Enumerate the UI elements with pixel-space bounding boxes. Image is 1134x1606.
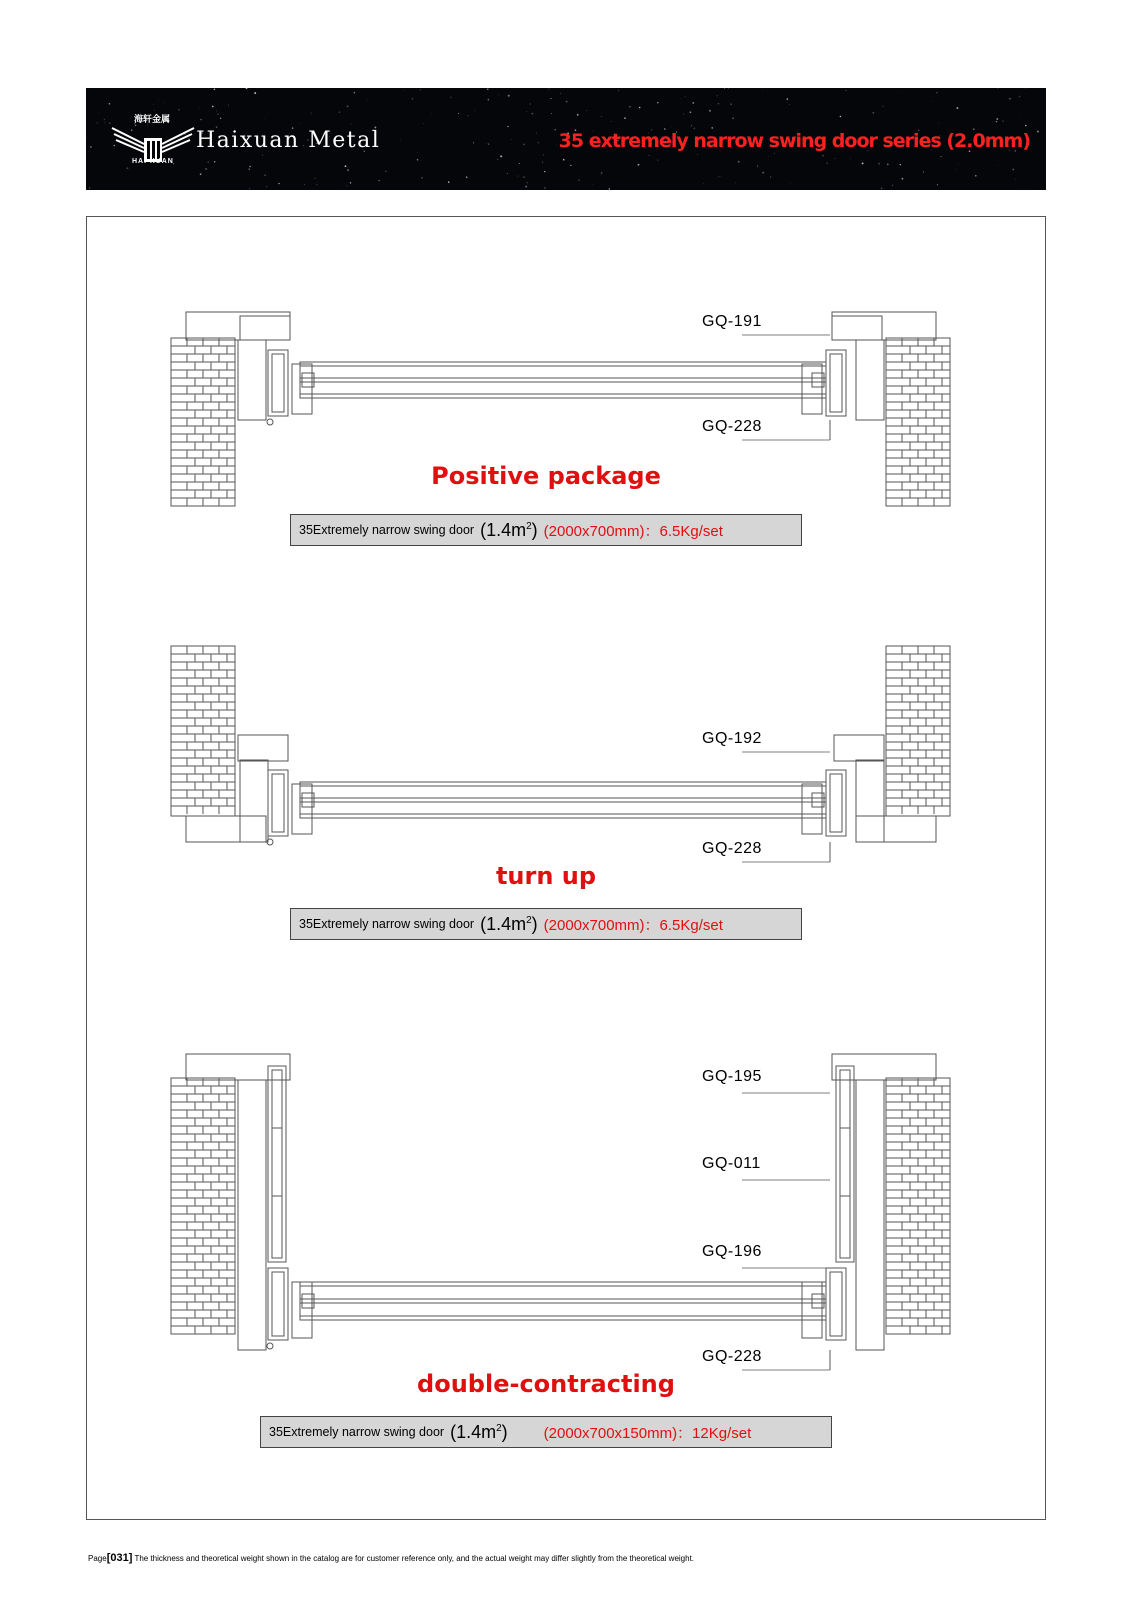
page-prefix: Page	[88, 1554, 107, 1563]
spec-box	[290, 514, 802, 546]
glass-panel	[300, 1282, 826, 1320]
door-frame-profile-inner	[272, 774, 284, 832]
spec-area: $(1.4m^2)$	[480, 519, 538, 540]
side-leaf-left	[268, 1066, 286, 1262]
door-frame-profile-inner	[830, 774, 842, 832]
frame-top-right	[832, 1054, 936, 1080]
profile-label: GQ-228	[702, 418, 762, 435]
frame-bottom-left	[186, 816, 266, 842]
series-title: 35 extremely narrow swing door series (2.0mm)	[558, 130, 1030, 152]
profile-label: GQ-228	[702, 840, 762, 857]
frame-top-right	[834, 735, 884, 761]
logo-chinese-text: 海轩金属	[134, 115, 171, 125]
spec-box	[260, 1416, 832, 1448]
door-frame-profile	[826, 1268, 846, 1340]
sash-profile	[292, 784, 312, 834]
hinge-pivot	[267, 419, 273, 425]
profile-label: GQ-196	[702, 1243, 762, 1260]
frame-top-left-inner	[240, 316, 290, 340]
frame-jamb-right	[856, 340, 884, 420]
sash-profile	[802, 364, 822, 414]
disclaimer-text: The thickness and theoretical weight shown in the catalog are for customer reference only, and the actual weight may differ slightly from the theoretical weight.	[134, 1554, 695, 1563]
door-frame-profile	[268, 770, 288, 836]
frame-top-left	[186, 1054, 290, 1080]
side-leaf-left-inner	[272, 1070, 282, 1258]
profile-label: GQ-192	[702, 730, 762, 747]
spec-area: $(1.4m^2)$	[480, 913, 538, 934]
spec-dimensions-weight: (2000x700mm)：6.5Kg/set	[543, 522, 723, 540]
hinge-pivot	[267, 1343, 273, 1349]
side-leaf-right	[836, 1066, 854, 1262]
section-title-double-contracting: double-contracting	[417, 1370, 675, 1398]
door-frame-profile	[268, 350, 288, 416]
spec-box	[290, 908, 802, 940]
side-leaf-right-inner	[840, 1070, 850, 1258]
frame-jamb-left	[238, 340, 266, 420]
spec-name: 35Extremely narrow swing door	[299, 523, 475, 537]
sash-profile	[802, 1282, 822, 1338]
logo-english-text: HAI XUAN	[132, 158, 174, 165]
sash-profile	[292, 364, 312, 414]
profile-label: GQ-191	[702, 313, 762, 330]
profile-label: GQ-011	[702, 1155, 761, 1172]
glass-panel	[300, 362, 826, 398]
door-frame-profile-inner	[830, 354, 842, 412]
sash-profile	[292, 1282, 312, 1338]
frame-jamb-right	[856, 760, 884, 842]
door-frame-profile-inner	[272, 354, 284, 412]
frame-jamb-right	[856, 1080, 884, 1350]
glass-panel	[300, 782, 826, 818]
section-title-turn-up: turn up	[495, 862, 597, 890]
spec-area: $(1.4m^2)$	[450, 1421, 508, 1442]
door-frame-profile-inner	[830, 1272, 842, 1336]
frame-bottom-right	[856, 816, 936, 842]
brand-name: Haixuan Metal	[196, 128, 381, 153]
spec-name: 35Extremely narrow swing door	[299, 917, 475, 931]
door-frame-profile	[826, 770, 846, 836]
section-title-positive-package: Positive package	[431, 462, 661, 490]
frame-top-right-inner	[832, 316, 882, 340]
footer-note	[88, 1552, 694, 1564]
frame-jamb-left	[238, 1080, 266, 1350]
door-frame-profile	[268, 1268, 288, 1340]
profile-label: GQ-195	[702, 1068, 762, 1085]
door-frame-profile	[826, 350, 846, 416]
profile-label: GQ-228	[702, 1348, 762, 1365]
door-frame-profile-inner	[272, 1272, 284, 1336]
spec-dimensions-weight: (2000x700x150mm)：12Kg/set	[543, 1424, 752, 1442]
sash-profile	[802, 784, 822, 834]
spec-name: 35Extremely narrow swing door	[269, 1425, 445, 1439]
page-number: [031]	[106, 1552, 133, 1564]
spec-dimensions-weight: (2000x700mm)：6.5Kg/set	[543, 916, 723, 934]
frame-top-left	[238, 735, 288, 761]
frame-jamb-left	[240, 760, 268, 842]
